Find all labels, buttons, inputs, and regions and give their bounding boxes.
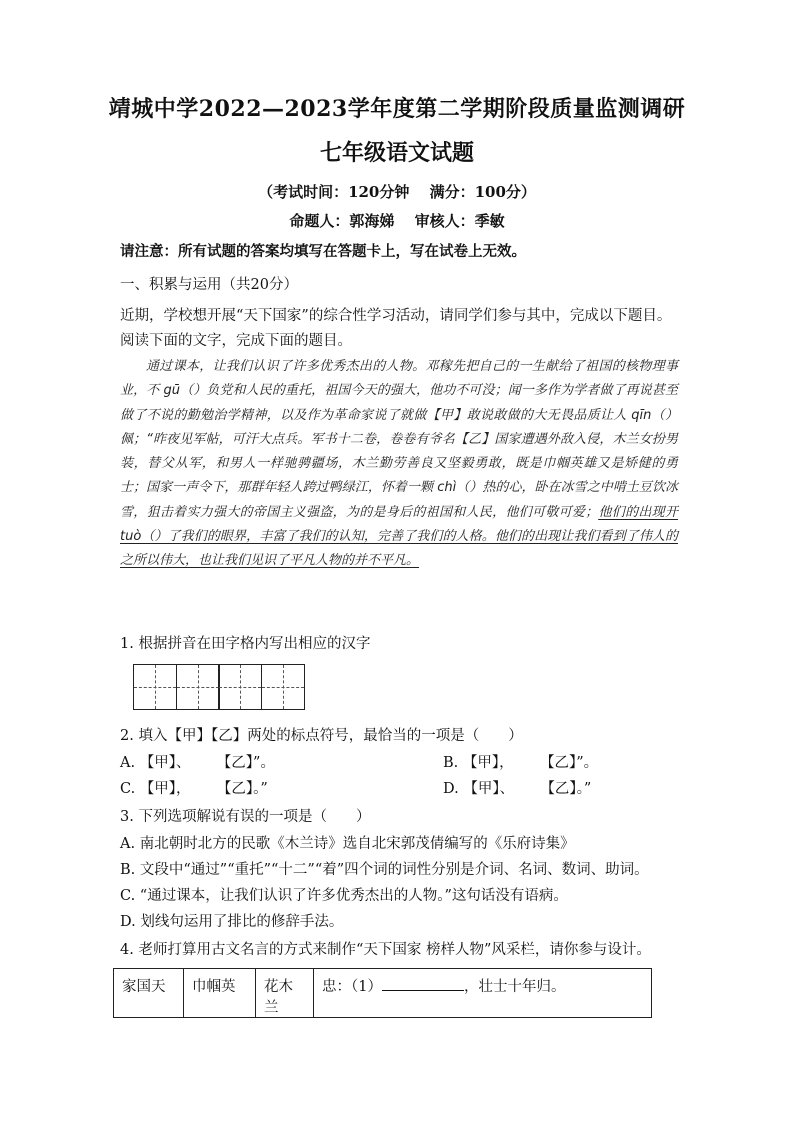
section-heading: 一、积累与运用（共20分） — [120, 277, 298, 293]
passage-part1: 通过课本，让我们认识了许多优秀杰出的人物。邓稼先把自己的一生献给了祖国的核物理事业，不 gū（）负党和人民的重托，祖国今天的强大，他功不可没；闻一多作为学者做了再说甚至做了不说的勤勉治学精神，以及作为革命家说了就做【甲】敢说敢做的大无畏品质让人 qīn（）佩；“昨夜见军帖，可汗大点兵。军书十二卷，卷卷有爷名【乙】国家遭遇外敌入侵，木兰女扮男装，替父从军，和男人一样驰骋疆场，木兰勤劳善良又坚毅勇敢，既是巾帼英雄又是矫健的勇士；国家一声令下，那群年轻人跨过鸭绿江，怀着一颗 chì（）热的心，卧在冰雪之中啃土豆饮冰雪，狙击着实力强大的帝国主义强盗，为的是身后的祖国和人民，他们可敬可爱； — [120, 359, 678, 520]
table-cell-subcategory: 巾帼英 — [184, 969, 256, 1018]
q2-option-b[interactable]: B. 【甲】， 【乙】”。 — [443, 755, 599, 771]
table-cell-quote — [314, 969, 652, 1018]
exam-info: （考试时间：120分钟 满分：100分） — [258, 183, 536, 201]
reading-instruction: 阅读下面的文字，完成下面的题目。 — [120, 333, 352, 349]
tianzige-grid[interactable] — [133, 664, 305, 710]
tianzige-cell[interactable] — [176, 664, 220, 710]
q3-option-a[interactable]: A. 南北朝时北方的民歌《木兰诗》选自北宋郭茂倩编写的《乐府诗集》 — [120, 836, 575, 852]
role-model-table — [113, 968, 652, 1018]
tianzige-cell[interactable] — [218, 664, 262, 710]
tianzige-cell[interactable] — [133, 664, 177, 710]
quote-suffix: ，壮士十年归。 — [463, 979, 566, 995]
q2-option-c[interactable]: C. 【甲】， 【乙】。” — [120, 781, 268, 797]
quote-prefix: 忠：（1） — [322, 979, 382, 995]
reading-passage — [120, 355, 678, 574]
answer-blank[interactable] — [382, 976, 464, 991]
question-1: 1. 根据拼音在田字格内写出相应的汉字 — [120, 636, 371, 652]
table-cell-person: 花木兰 — [256, 969, 314, 1018]
table-cell-category: 家国天 — [114, 969, 184, 1018]
exam-title: 靖城中学2022—2023学年度第二学期阶段质量监测调研 — [108, 96, 686, 122]
notice: 请注意：所有试题的答案均填写在答题卡上，写在试卷上无效。 — [120, 243, 526, 260]
q2-option-a[interactable]: A. 【甲】、 【乙】”。 — [120, 755, 275, 771]
q3-option-d[interactable]: D. 划线句运用了排比的修辞手法。 — [120, 914, 344, 930]
exam-authors: 命题人：郭海娣 审核人：季敏 — [289, 212, 505, 230]
question-3: 3. 下列选项解说有误的一项是（ ） — [120, 809, 371, 825]
section-intro: 近期，学校想开展“天下国家”的综合性学习活动，请同学们参与其中，完成以下题目。 — [120, 308, 672, 324]
question-2: 2. 填入【甲】【乙】两处的标点符号，最恰当的一项是（ ） — [120, 728, 523, 744]
table-row — [114, 969, 652, 1018]
tianzige-cell[interactable] — [261, 664, 305, 710]
q2-option-d[interactable]: D. 【甲】、 【乙】。” — [443, 781, 592, 797]
q3-option-c[interactable]: C. “通过课本，让我们认识了许多优秀杰出的人物。”这句话没有语病。 — [120, 888, 568, 904]
underlined-sentence: 他们的出现开 tuò（）了我们的眼界，丰富了我们的认知，完善了我们的人格。他们的出现让我们看到了伟人的之所以伟大，也让我们见识了平凡人物的并不平凡。 — [120, 504, 678, 569]
question-4: 4. 老师打算用古文名言的方式来制作“天下国家 榜样人物”风采栏，请你参与设计。 — [120, 942, 651, 958]
exam-subtitle: 七年级语文试题 — [319, 140, 474, 166]
q3-option-b[interactable]: B. 文段中“通过”“重托”“十二”“着”四个词的词性分别是介词、名词、数词、助词。 — [120, 862, 649, 878]
